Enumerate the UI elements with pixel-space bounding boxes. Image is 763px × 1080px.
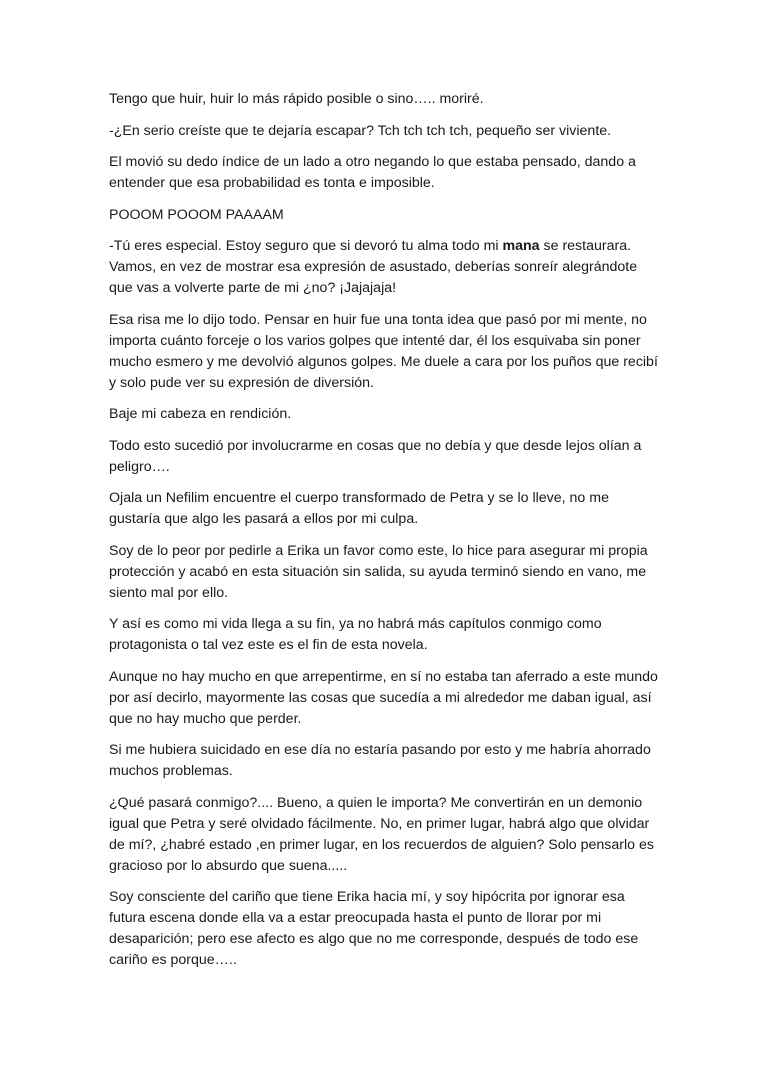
paragraph-3: El movió su dedo índice de un lado a otro negando lo que estaba pensado, dando a entender que esa probabilidad es tonta e imposible. bbox=[109, 154, 636, 191]
paragraph-13: Si me hubiera suicidado en ese día no estaría pasando por esto y me habría ahorrado muchos problemas. bbox=[109, 742, 651, 779]
paragraph-12: Aunque no hay mucho en que arrepentirme, en sí no estaba tan aferrado a este mundo por así decirlo, mayormente las cosas que sucedía a mi alrededor me daban igual, así que no hay mucho que perder. bbox=[109, 668, 658, 727]
paragraph-5-before: -Tú eres especial. Estoy seguro que si devoró tu alma todo mi bbox=[109, 238, 503, 254]
paragraph-5-bold-word: mana bbox=[502, 238, 540, 254]
paragraph-15: Soy consciente del cariño que tiene Erika hacia mí, y soy hipócrita por ignorar esa futura escena donde ella va a estar preocupada hasta el punto de llorar por mi desaparición; pero ese afecto es algo que no me corresponde, después de todo ese cariño es porque….. bbox=[109, 889, 639, 968]
document-body bbox=[109, 89, 659, 982]
paragraph-9: Ojala un Nefilim encuentre el cuerpo transformado de Petra y se lo lleve, no me gustaría que algo les pasará a ellos por mi culpa. bbox=[109, 490, 609, 527]
paragraph-4: POOOM POOOM PAAAAM bbox=[109, 206, 284, 223]
paragraph-1: Tengo que huir, huir lo más rápido posible o sino….. moriré. bbox=[109, 91, 484, 107]
paragraph-11: Y así es como mi vida llega a su fin, ya no habrá más capítulos conmigo como protagonista o tal vez este es el fin de esta novela. bbox=[109, 616, 602, 653]
paragraph-7: Baje mi cabeza en rendición. bbox=[109, 406, 292, 422]
paragraph-8: Todo esto sucedió por involucrarme en cosas que no debía y que desde lejos olían a peligro…. bbox=[109, 437, 642, 475]
paragraph-6: Esa risa me lo dijo todo. Pensar en huir fue una tonta idea que pasó por mi mente, no importa cuánto forceje o los varios golpes que intenté dar, él los esquivaba sin poner mucho esmero y me devolvió algunos golpes. Me duele a cara por los puños que recibí y solo pude ver su expresión de diversión. bbox=[109, 311, 658, 391]
paragraph-5-after: se restaurara. Vamos, en vez de mostrar esa expresión de asustado, deberías sonreír alegrándote que vas a volverte parte de mi ¿no? ¡Jajajaja! bbox=[109, 238, 638, 296]
paragraph-5 bbox=[109, 236, 659, 299]
paragraph-14: ¿Qué pasará conmigo?.... Bueno, a quien le importa? Me convertirán en un demonio igual que Petra y seré olvidado fácilmente. No, en primer lugar, habrá algo que olvidar de mí?, ¿habré estado ,en primer lugar, en los recuerdos de alguien? Solo pensarlo es gracioso por lo absurdo que suena..... bbox=[109, 794, 654, 874]
paragraph-10: Soy de lo peor por pedirle a Erika un favor como este, lo hice para asegurar mi propia protección y acabó en esta situación sin salida, su ayuda terminó siendo en vano, me siento mal por ello. bbox=[109, 542, 648, 601]
paragraph-2: -¿En serio creíste que te dejaría escapar? Tch tch tch tch, pequeño ser viviente. bbox=[109, 122, 612, 139]
